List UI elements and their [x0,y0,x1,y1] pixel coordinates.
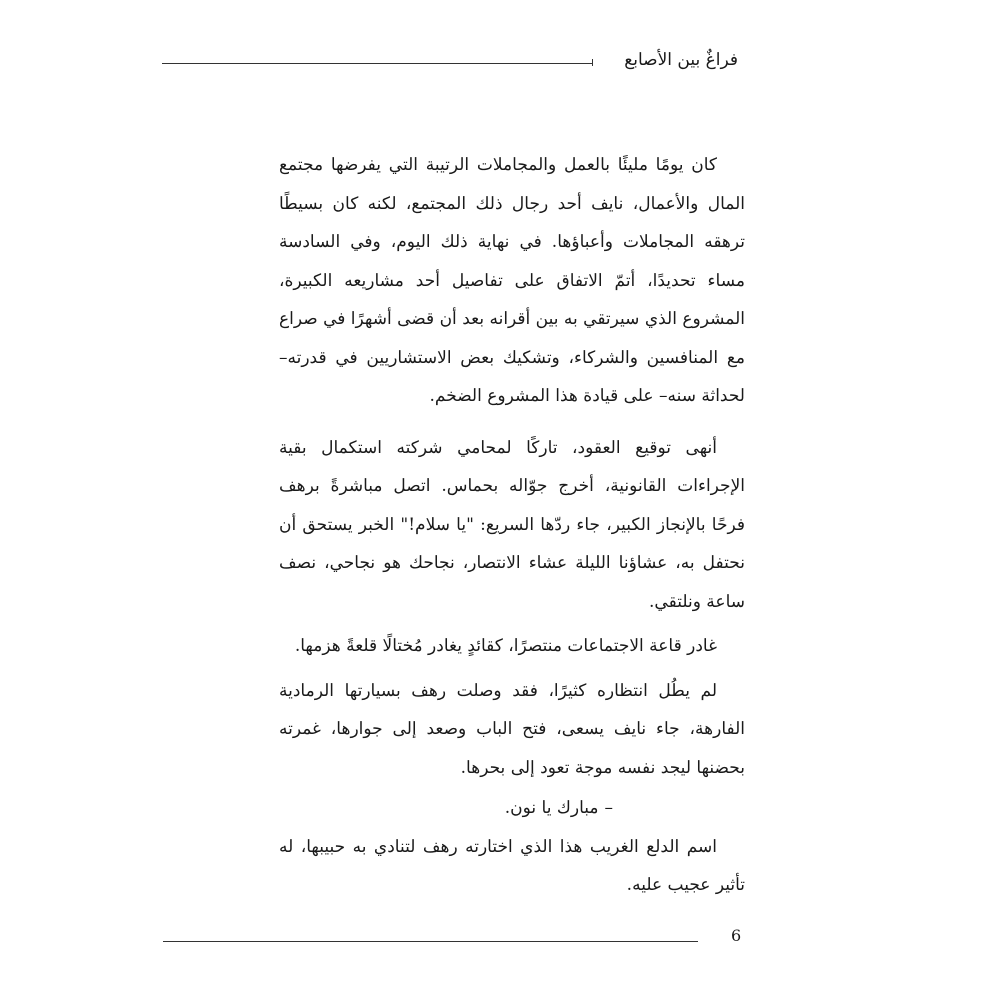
dialogue-text: مبارك يا نون. [504,798,599,818]
dialogue-line [279,789,745,828]
footer-rule [163,941,698,942]
page-number: 6 [731,926,742,945]
paragraph-1: كان يومًا مليئًا بالعمل والمجاملات الرتيبة التي يفرضها مجتمع المال والأعمال، نايف أحد رجال ذلك المجتمع، لكنه كان بسيطًا ترهقه المجاملات وأعباؤها. في نهاية ذلك اليوم، وفي السادسة مساء تحديدًا، أتمّ الاتفاق على تفاصيل أحد مشاريعه الكبيرة، المشروع الذي سيرتقي به بين أقرانه بعد أن قضى أشهرًا في صراع مع المنافسين والشركاء، وتشكيك بعض الاستشاريين في قدرته– لحداثة سنه– على قيادة هذا المشروع الضخم. [279,155,745,406]
paragraph-4: لم يطُل انتظاره كثيرًا، فقد وصلت رهف بسيارتها الرمادية الفارهة، جاء نايف يسعى، فتح الباب وصعد إلى جوارها، غمرته بحضنها ليجد نفسه موجة تعود إلى بحرها. [279,680,745,778]
paragraph-2: أنهى توقيع العقود، تاركًا لمحامي شركته استكمال بقية الإجراءات القانونية، أخرج جوّاله بحماس. اتصل مباشرةً برهف فرحًا بالإنجاز الكبير، جاء ردّها السريع: "يا سلام!" الخبر يستحق أن نحتفل به، عشاؤنا الليلة عشاء الانتصار، نجاحك هو نجاحي، نصف ساعة ونلتقي. [279,437,745,612]
body-text [279,146,745,905]
dialogue-dash: – [604,798,613,818]
header-rule [162,63,592,64]
running-header-title: فراغٌ بين الأصابع [624,50,738,70]
paragraph-3: غادر قاعة الاجتماعات منتصرًا، كقائدٍ يغادر مُختالًا قلعةً هزمها. [294,636,717,656]
closing-paragraph: اسم الدلع الغريب هذا الذي اختارته رهف لتنادي به حبيبها، له تأثير عجيب عليه. [279,836,745,895]
